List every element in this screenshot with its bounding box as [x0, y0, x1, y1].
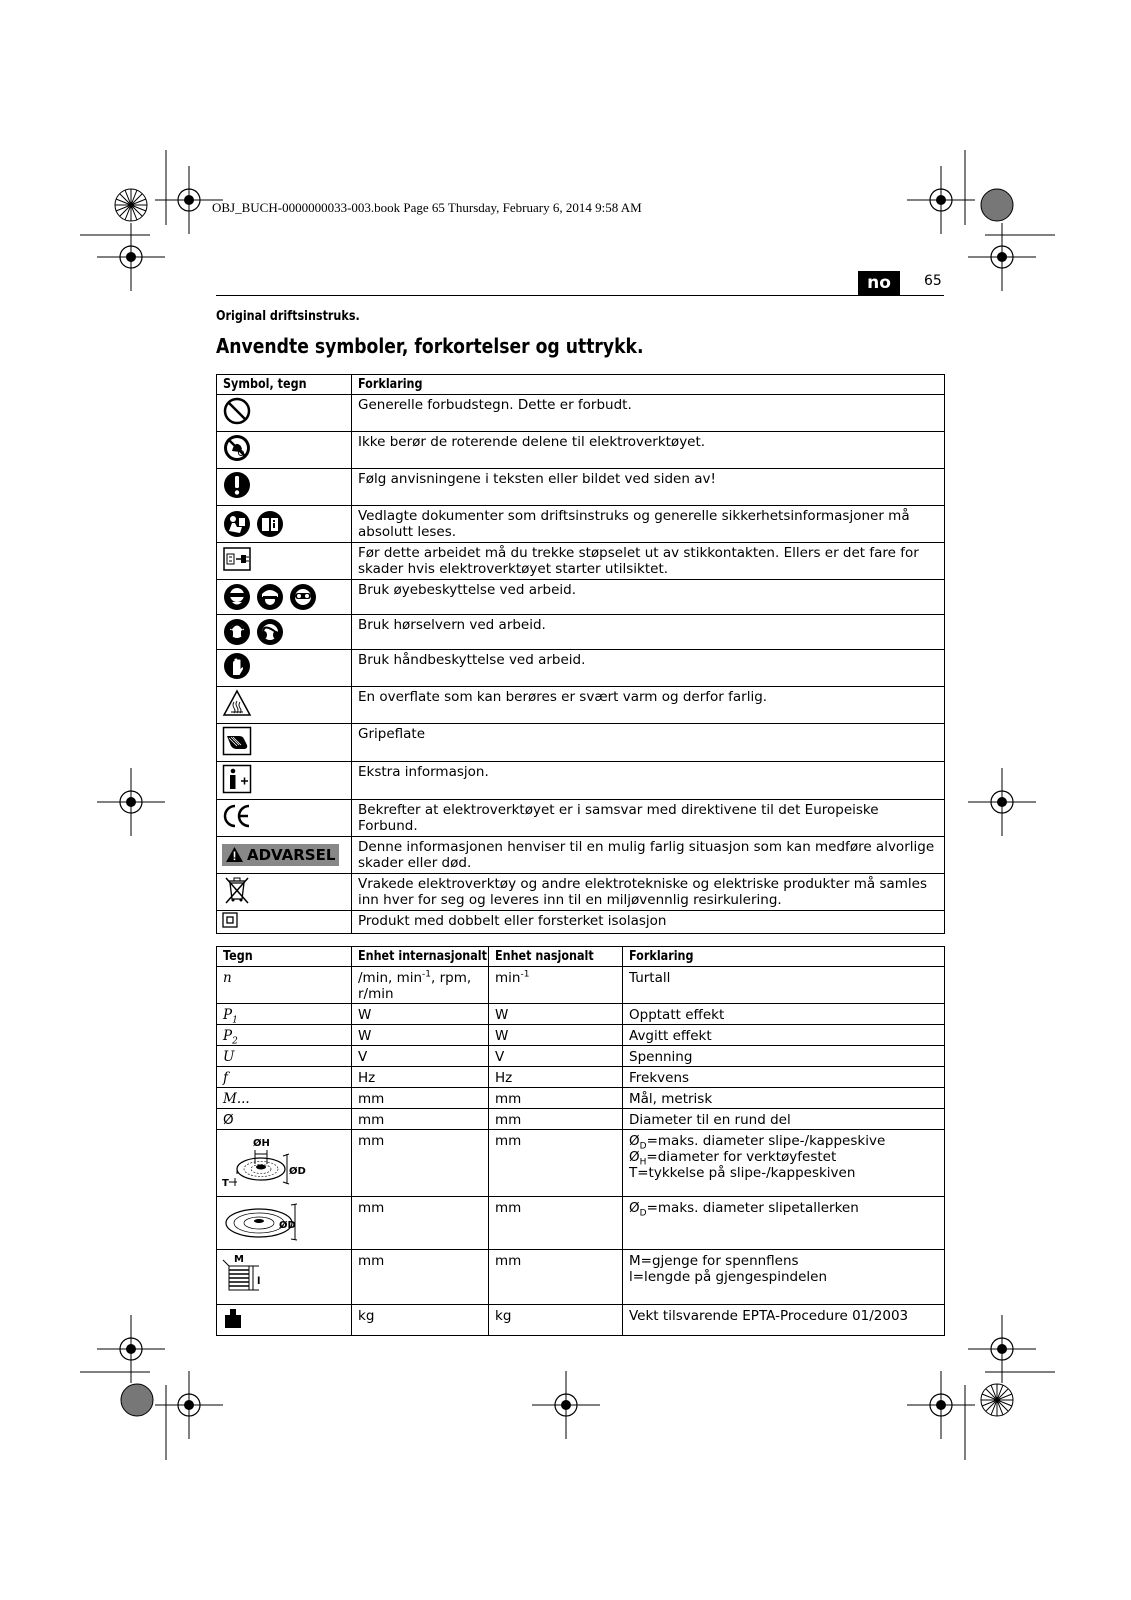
unplug-icon: [222, 544, 252, 574]
read-manual-icon: [255, 509, 285, 539]
book-file-info: OBJ_BUCH-0000000033-003.book Page 65 Thursday, February 6, 2014 9:58 AM: [212, 200, 642, 215]
diagram-label-t: T: [222, 1178, 229, 1189]
grip-surface-icon: [222, 726, 252, 756]
section-title: Anvendte symboler, forkortelser og uttrykk.: [216, 334, 644, 358]
unit-national-cell: mm: [489, 1197, 623, 1250]
unit-national-cell: mm: [489, 1250, 623, 1305]
table-row: [217, 1130, 945, 1197]
sign-cell: n: [217, 967, 352, 1004]
table-row: [217, 506, 945, 543]
explanation-line: $Ø_H=diameter$ for verktøyfestet: [629, 1149, 837, 1168]
table-header-row: [217, 947, 945, 967]
row-text: Ekstra informasjon.: [352, 762, 945, 800]
sign-cell: [217, 1197, 352, 1250]
table-row: [217, 687, 945, 724]
sign-cell: $P_1$: [217, 1004, 352, 1025]
table-row: [217, 1197, 945, 1250]
table-row: [217, 615, 945, 650]
hand-protection-icon: [222, 651, 252, 681]
row-text: Denne informasjonen henviser til en mulig farlig situasjon som kan medføre alvorlige skader eller død.: [352, 837, 945, 874]
sign-cell: f: [217, 1067, 352, 1088]
explanation-cell: [623, 1250, 945, 1305]
column-header-explanation: Forklaring: [623, 947, 945, 967]
table-row: [217, 1004, 945, 1025]
sign-cell: [217, 1130, 352, 1197]
face-shield-icon: [255, 582, 285, 612]
table-row: [217, 1305, 945, 1336]
weight-icon: [223, 1307, 243, 1329]
unit-national-cell: $\min^{-1}$: [489, 967, 623, 1004]
sign-cell: M...: [217, 1088, 352, 1109]
unit-national-cell: V: [489, 1046, 623, 1067]
cutting-disc-dimensions-icon: [221, 1132, 311, 1190]
info-icon: [222, 764, 252, 794]
explanation-line: M=gjenge for spennflens: [629, 1253, 799, 1269]
ear-muffs-icon: [255, 617, 285, 647]
diagram-label-oh: ØH: [253, 1138, 270, 1149]
unit-international-cell: /min, $\min^{-1}$, rpm, r/min: [352, 967, 489, 1004]
table-row: [217, 580, 945, 615]
explanation-cell: Diameter til en rund del: [623, 1109, 945, 1130]
table-row: [217, 395, 945, 432]
column-header-symbol: Symbol, tegn: [217, 375, 352, 395]
row-text: Vedlagte dokumenter som driftsinstruks og generelle sikkerhetsinformasjoner må absolutt leses.: [352, 506, 945, 543]
table-row: [217, 1067, 945, 1088]
double-insulation-icon: [222, 912, 238, 928]
eye-protection-icon: [222, 582, 252, 612]
row-text: En overflate som kan berøres er svært varm og derfor farlig.: [352, 687, 945, 724]
table-row: [217, 967, 945, 1004]
row-text: Følg anvisningene i teksten eller bildet ved siden av!: [352, 469, 945, 506]
sign-cell: Ø: [217, 1109, 352, 1130]
unit-national-cell: Hz: [489, 1067, 623, 1088]
units-table: [216, 946, 945, 1336]
diagram-label-od: ØD: [279, 1220, 296, 1231]
explanation-cell: Opptatt effekt: [623, 1004, 945, 1025]
symbols-table: [216, 374, 945, 934]
diagram-label-od: ØD: [289, 1166, 306, 1177]
unit-international-cell: V: [352, 1046, 489, 1067]
warning-label: ADVARSEL: [222, 844, 339, 866]
diagram-label-l: l: [257, 1276, 261, 1287]
explanation-cell: Turtall: [623, 967, 945, 1004]
explanation-line: $Ø_D=maks$. diameter slipe-/kappeskive: [629, 1133, 886, 1152]
table-row: [217, 762, 945, 800]
unit-international-cell: W: [352, 1025, 489, 1046]
sign-cell: $P_2$: [217, 1025, 352, 1046]
unit-international-cell: W: [352, 1004, 489, 1025]
row-text: Gripeflate: [352, 724, 945, 762]
read-documents-icon: [222, 509, 252, 539]
table-row: [217, 800, 945, 837]
table-row: [217, 874, 945, 911]
table-row: [217, 543, 945, 580]
row-text: Før dette arbeidet må du trekke støpselet ut av stikkontakten. Ellers er det fare for skader hvis elektroverktøyet starter utilsiktet.: [352, 543, 945, 580]
document-subtitle: Original driftsinstruks.: [216, 309, 360, 324]
unit-international-cell: mm: [352, 1250, 489, 1305]
do-not-touch-rotating-parts-icon: [222, 433, 252, 463]
table-row: [217, 1109, 945, 1130]
explanation-cell: Vekt tilsvarende EPTA-Procedure 01/2003: [623, 1305, 945, 1336]
weee-bin-icon: [222, 875, 252, 905]
explanation-cell: Spenning: [623, 1046, 945, 1067]
explanation-line: l=lengde på gjengespindelen: [629, 1269, 827, 1285]
explanation-cell: [623, 1197, 945, 1250]
explanation-line: T=tykkelse på slipe-/kappeskiven: [629, 1165, 856, 1181]
explanation-cell: Avgitt effekt: [623, 1025, 945, 1046]
column-header-sign: Tegn: [217, 947, 352, 967]
table-row: [217, 650, 945, 687]
warning-triangle-icon: [226, 847, 243, 862]
column-header-unit-national: Enhet nasjonalt: [489, 947, 623, 967]
table-row: [217, 432, 945, 469]
table-row: [217, 911, 945, 934]
row-text: Vrakede elektroverktøy og andre elektrotekniske og elektriske produkter må samles inn hver for seg og leveres inn til en miljøvennlig resirkulering.: [352, 874, 945, 911]
table-row: [217, 1250, 945, 1305]
page-number: 65: [924, 273, 942, 289]
table-row: [217, 1088, 945, 1109]
row-text: Ikke berør de roterende delene til elektroverktøyet.: [352, 432, 945, 469]
unit-international-cell: mm: [352, 1109, 489, 1130]
row-text: Bruk håndbeskyttelse ved arbeid.: [352, 650, 945, 687]
unit-international-cell: mm: [352, 1088, 489, 1109]
row-text: Bruk øyebeskyttelse ved arbeid.: [352, 580, 945, 615]
table-row: [217, 837, 945, 874]
language-badge: no: [858, 271, 900, 295]
mandatory-exclamation-icon: [222, 470, 252, 500]
row-text: Bruk hørselvern ved arbeid.: [352, 615, 945, 650]
explanation-cell: Mål, metrisk: [623, 1088, 945, 1109]
hot-surface-warning-icon: [222, 688, 252, 718]
row-text: Bekrefter at elektroverktøyet er i samsvar med direktivene til det Europeiske Forbund.: [352, 800, 945, 837]
column-header-unit-international: Enhet internasjonalt: [352, 947, 489, 967]
ce-mark-icon: [222, 801, 252, 831]
goggles-icon: [288, 582, 318, 612]
unit-national-cell: mm: [489, 1130, 623, 1197]
sign-cell: U: [217, 1046, 352, 1067]
backing-pad-dimensions-icon: [221, 1199, 311, 1243]
ear-protection-icon: [222, 617, 252, 647]
explanation-cell: [623, 1130, 945, 1197]
unit-international-cell: mm: [352, 1130, 489, 1197]
header-rule: [216, 295, 944, 296]
sign-cell: [217, 1305, 352, 1336]
explanation-cell: Frekvens: [623, 1067, 945, 1088]
unit-national-cell: mm: [489, 1109, 623, 1130]
unit-international-cell: Hz: [352, 1067, 489, 1088]
prohibition-icon: [222, 396, 252, 426]
unit-national-cell: W: [489, 1025, 623, 1046]
unit-national-cell: W: [489, 1004, 623, 1025]
row-text: Generelle forbudstegn. Dette er forbudt.: [352, 395, 945, 432]
unit-international-cell: kg: [352, 1305, 489, 1336]
table-header-row: [217, 375, 945, 395]
diagram-label-m: M: [234, 1254, 244, 1265]
table-row: [217, 469, 945, 506]
unit-international-cell: mm: [352, 1197, 489, 1250]
table-row: [217, 724, 945, 762]
row-text: Produkt med dobbelt eller forsterket isolasjon: [352, 911, 945, 934]
column-header-explanation: Forklaring: [352, 375, 945, 395]
explanation-line: $Ø_D=maks$. diameter slipetallerken: [629, 1200, 859, 1219]
table-row: [217, 1046, 945, 1067]
sign-cell: [217, 1250, 352, 1305]
unit-national-cell: kg: [489, 1305, 623, 1336]
table-row: [217, 1025, 945, 1046]
unit-national-cell: mm: [489, 1088, 623, 1109]
spindle-thread-icon: [221, 1252, 281, 1298]
